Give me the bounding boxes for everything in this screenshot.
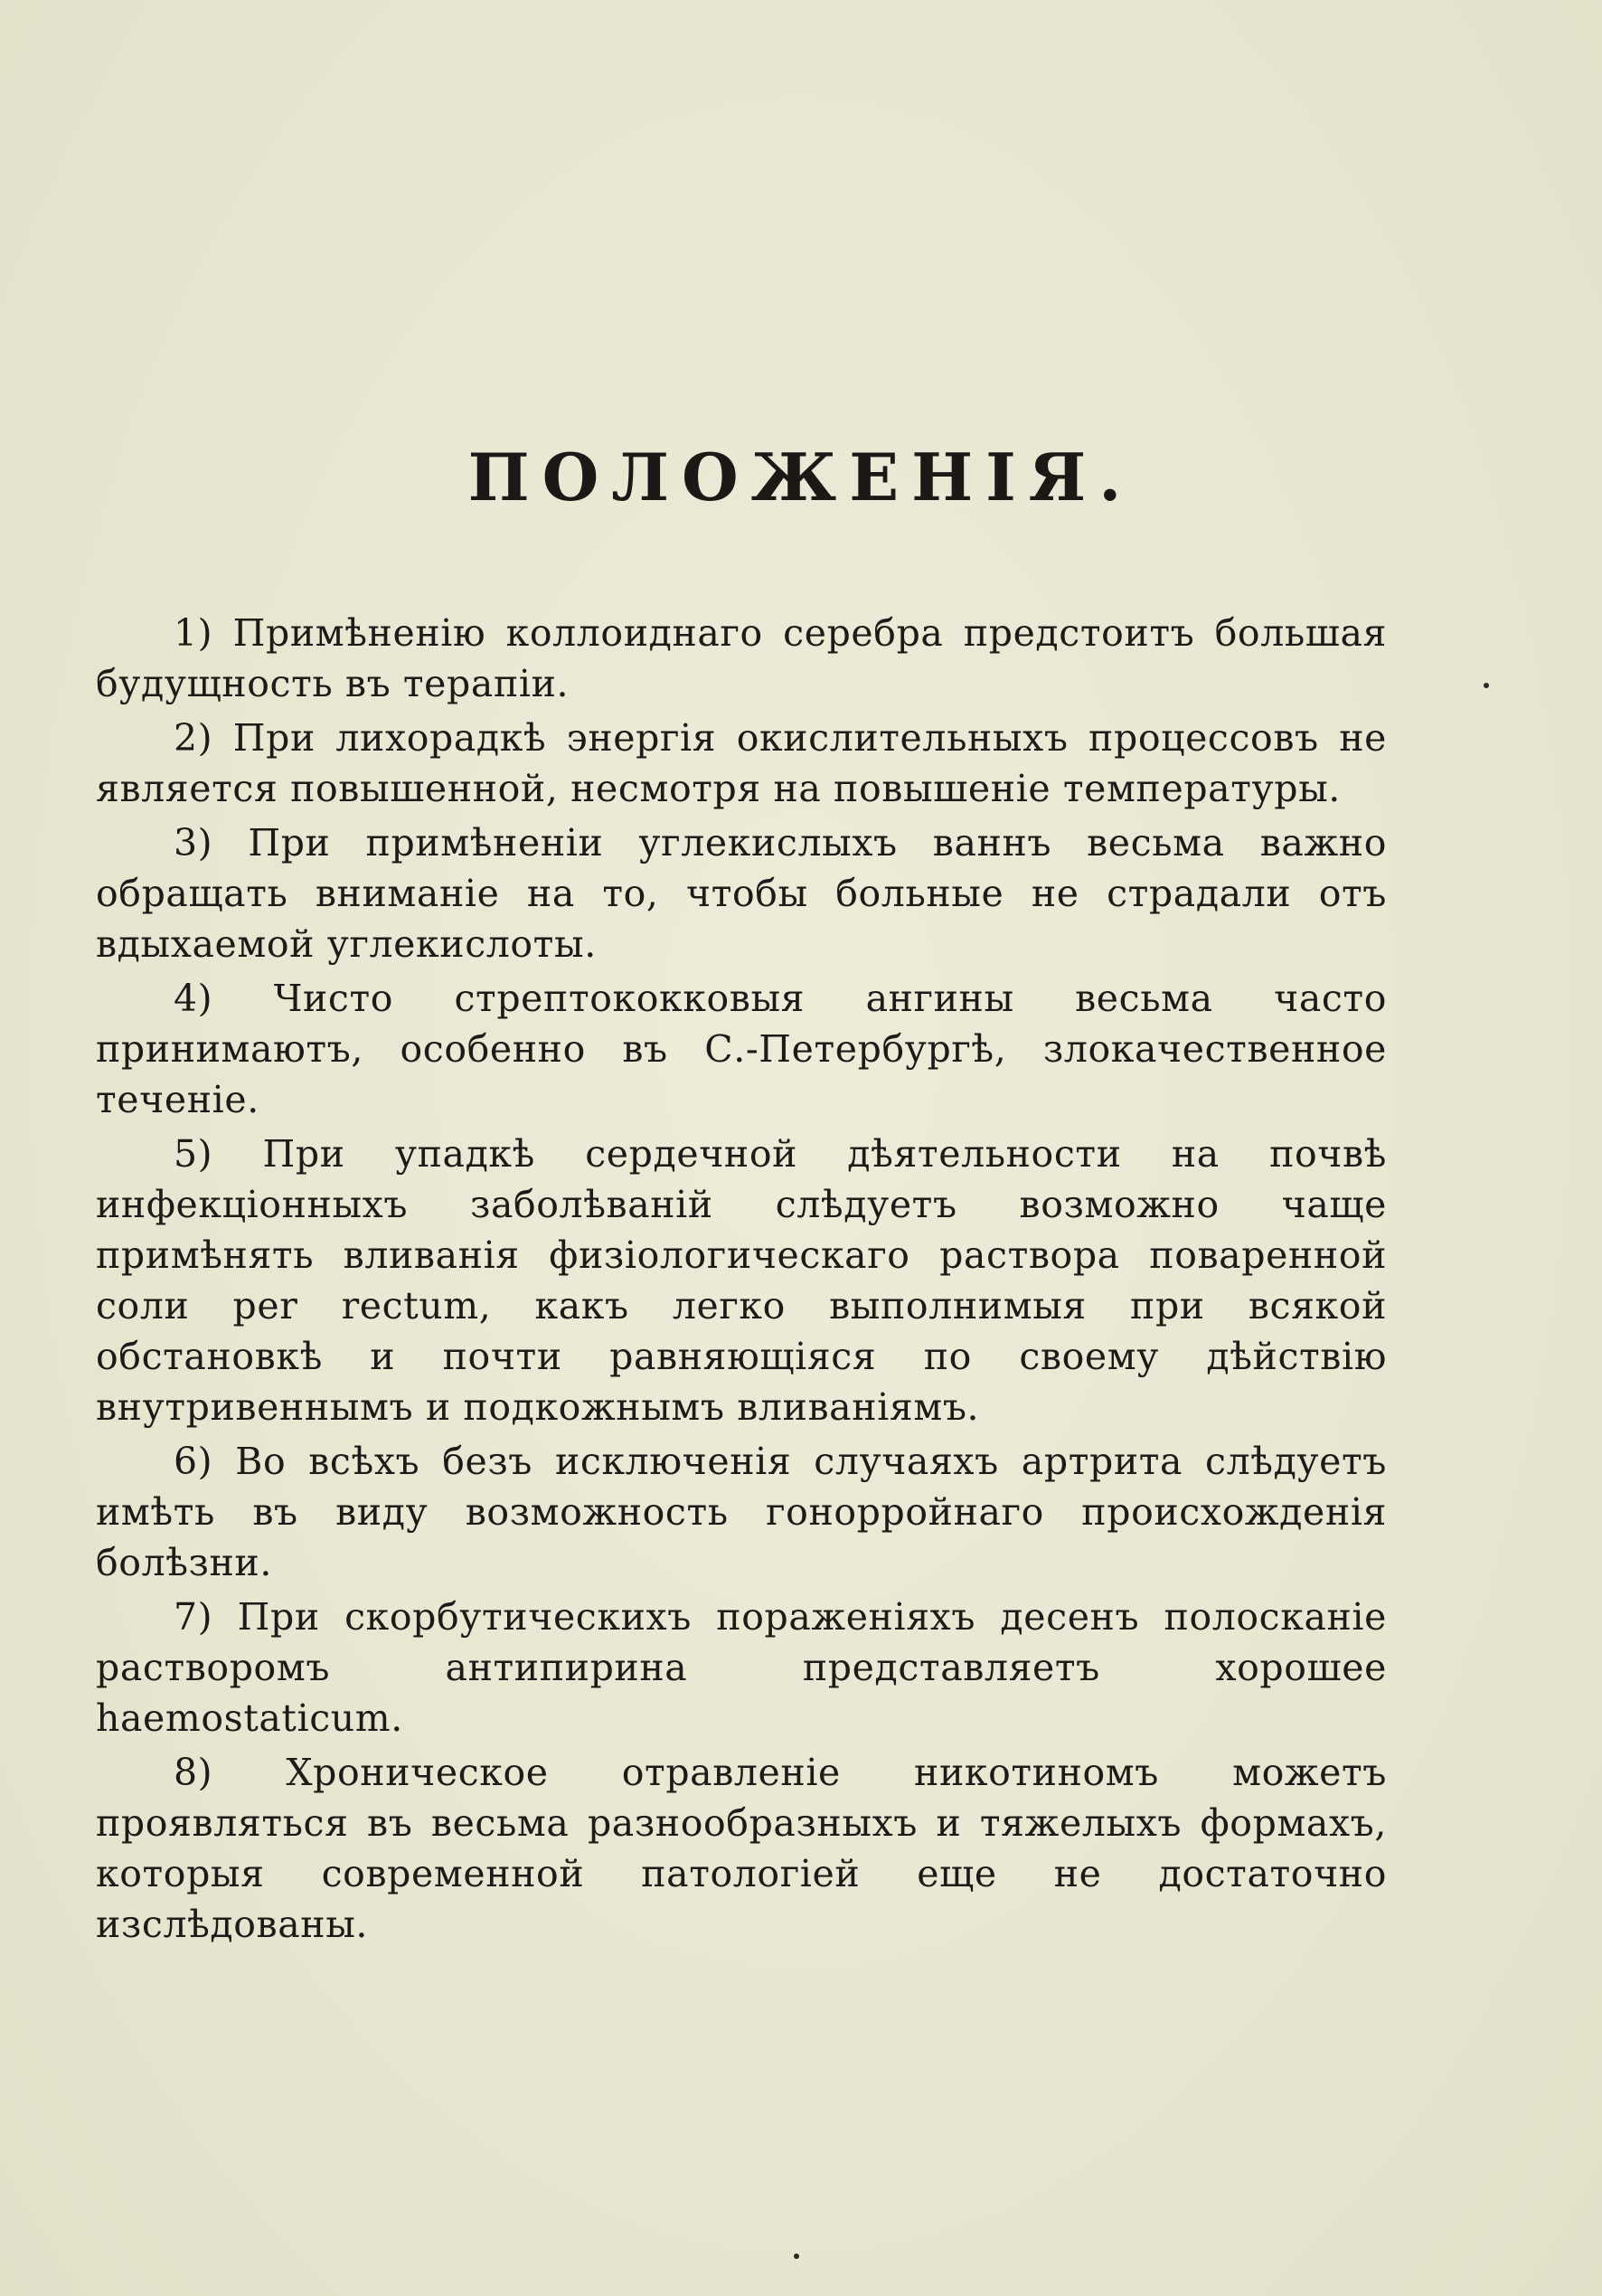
proposition-1: 1) Примѣненію коллоиднаго серебра предстоитъ большая будущность въ терапіи.	[96, 611, 1387, 705]
proposition-6: 6) Во всѣхъ безъ исключенія случаяхъ артрита слѣдуетъ имѣть въ виду возможность гонорройнаго происхожденія болѣзни.	[96, 1440, 1387, 1584]
page-title: ПОЛОЖЕНІЯ.	[467, 439, 1135, 515]
proposition-2: 2) При лихорадкѣ энергія окислительныхъ процессовъ не является повышенной, несмотря на повышеніе температуры.	[96, 716, 1387, 810]
propositions-list	[96, 608, 1387, 1953]
proposition-8: 8) Хроническое отравленіе никотиномъ можетъ проявляться въ весьма разнообразныхъ и тяжелыхъ формахъ, которыя современной патологіей еще не достаточно изслѣдованы.	[96, 1751, 1387, 1946]
speck-bottom	[794, 2253, 799, 2259]
proposition-7: 7) При скорбутическихъ пораженіяхъ десенъ полосканіе растворомъ антипирина представляетъ хорошее haemostaticum.	[96, 1595, 1387, 1740]
proposition-4: 4) Чисто стрептококковыя ангины весьма часто принимаютъ, особенно въ С.-Петербургѣ, злокачественное теченіе.	[96, 977, 1387, 1121]
proposition-3: 3) При примѣненіи углекислыхъ ваннъ весьма важно обращать вниманіе на то, чтобы больные не страдали отъ вдыхаемой углекислоты.	[96, 821, 1387, 966]
proposition-5: 5) При упадкѣ сердечной дѣятельности на почвѣ инфекціонныхъ заболѣваній слѣдуетъ возможно чаще примѣнять вливанія физіологическаго раствора поваренной соли per rectum, какъ легко выполнимыя при всякой обстановкѣ и почти равняющіяся по своему дѣйствію внутривеннымъ и подкожнымъ вливаніямъ.	[96, 1132, 1387, 1429]
speck-right-margin	[1484, 683, 1489, 688]
